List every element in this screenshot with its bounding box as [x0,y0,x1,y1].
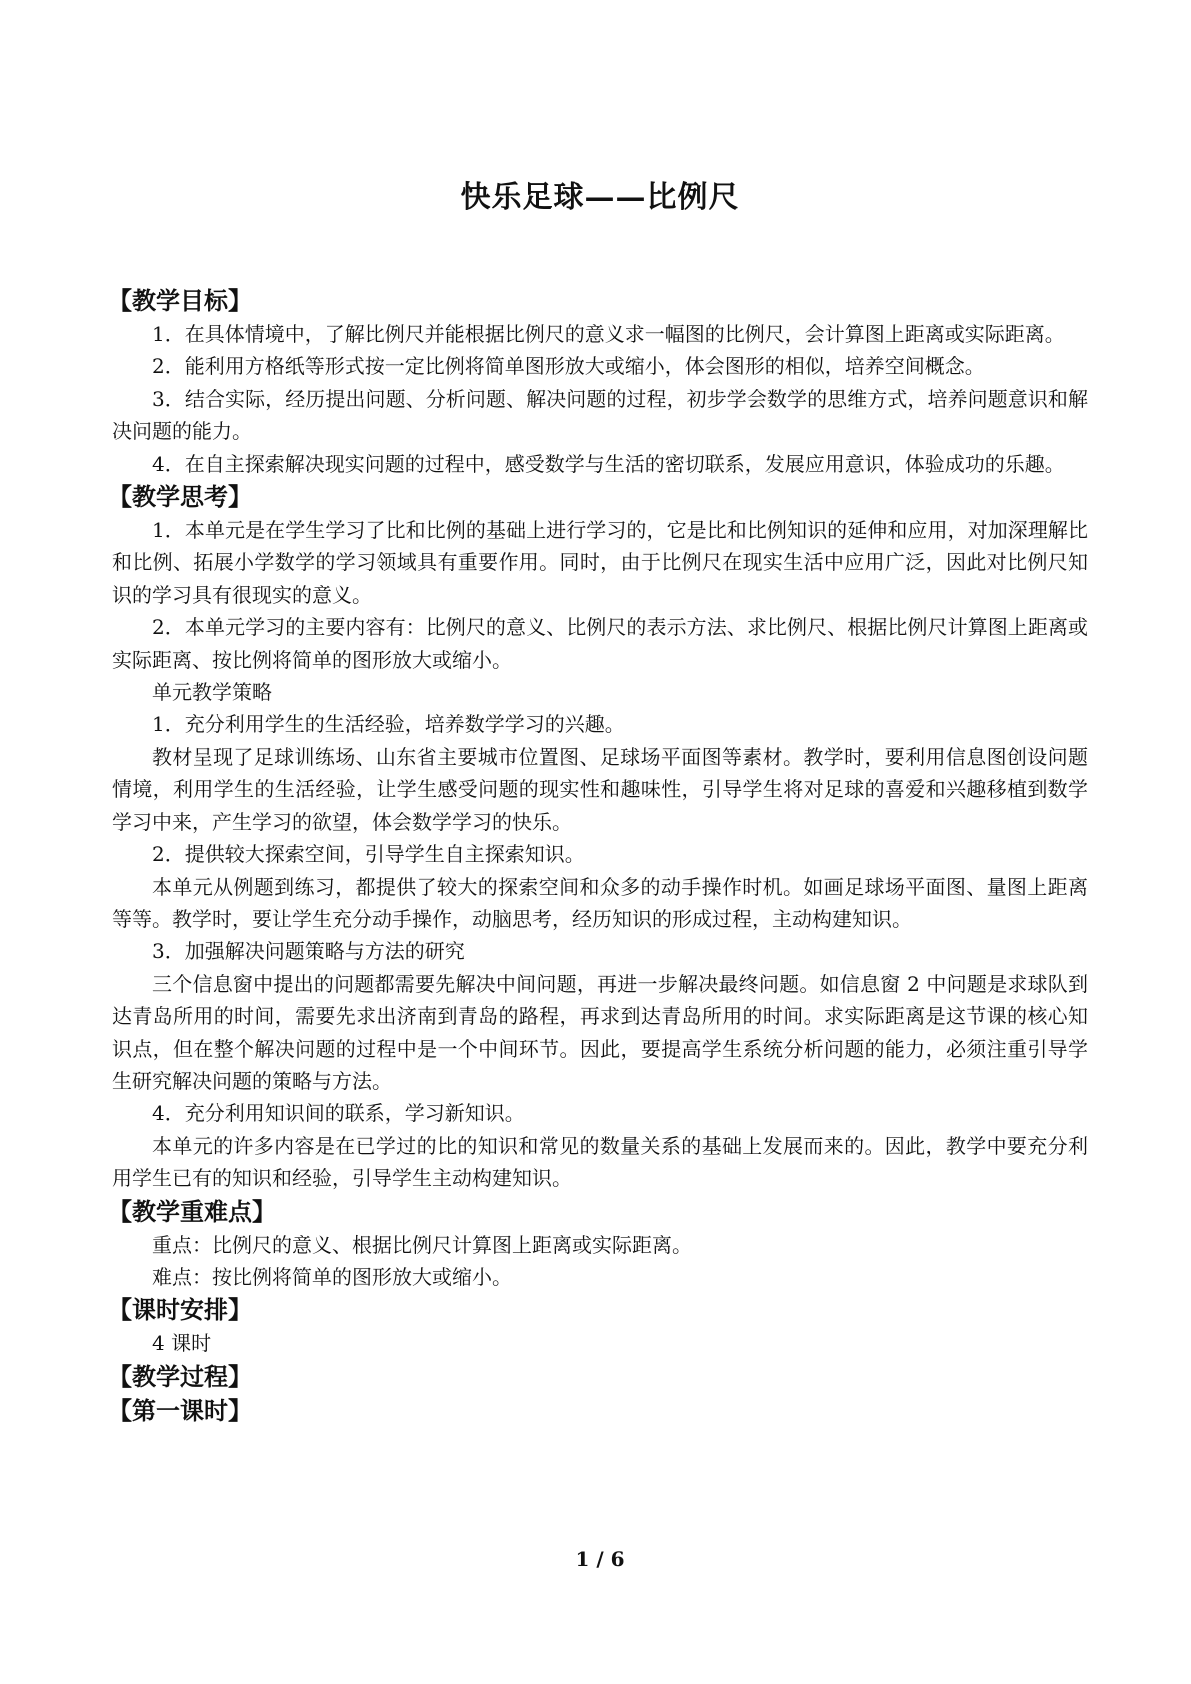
goal-item-4: 4．在自主探索解决现实问题的过程中，感受数学与生活的密切联系，发展应用意识，体验成功的乐趣。 [152,451,1065,476]
key-point: 重点：比例尺的意义、根据比例尺计算图上距离或实际距离。 [152,1232,692,1257]
section-heading-key-points: 【教学重难点】 [108,1196,276,1226]
strategy-item-4: 4．充分利用知识间的联系，学习新知识。 [152,1101,525,1126]
document-body [108,284,1088,1428]
goal-item-1: 1．在具体情境中，了解比例尺并能根据比例尺的意义求一幅图的比例尺，会计算图上距离或实际距离。 [152,322,1065,346]
strategy-paragraph-1: 教材呈现了足球训练场、山东省主要城市位置图、足球场平面图等素材。教学时，要利用信息图创设问题情境，利用学生的生活经验，让学生感受问题的现实性和趣味性，引导学生将对足球的喜爱和兴趣移植到数学学习中来，产生学习的欲望，体会数学学习的快乐。 [112,744,1088,834]
strategy-paragraph-4: 本单元的许多内容是在已学过的比的知识和常见的数量关系的基础上发展而来的。因此，教学中要充分利用学生已有的知识和经验，引导学生主动构建知识。 [112,1133,1088,1191]
section-heading-thinking: 【教学思考】 [108,482,252,512]
thinking-paragraph-2: 2．本单元学习的主要内容有：比例尺的意义、比例尺的表示方法、求比例尺、根据比例尺计算图上距离或实际距离、按比例将简单的图形放大或缩小。 [112,615,1088,672]
strategy-item-2: 2．提供较大探索空间，引导学生自主探索知识。 [152,842,585,867]
section-heading-process: 【教学过程】 [108,1361,252,1391]
goal-item-2: 2．能利用方格纸等形式按一定比例将简单图形放大或缩小，体会图形的相似，培养空间概念。 [152,354,985,379]
strategy-item-3: 3．加强解决问题策略与方法的研究 [152,939,465,964]
strategy-paragraph-3: 三个信息窗中提出的问题都需要先解决中间问题，再进一步解决最终问题。如信息窗 2 中问题是求球队到达青岛所用的时间，需要先求出济南到青岛的路程，再求到达青岛所用的时间。求实际距离是这节课的核心知识点，但在整个解决问题的过程中是一个中间环节。因此，要提高学生系统分析问题的能力，必须注重引导学生研究解决问题的策略与方法。 [112,971,1088,1093]
page-number: 1 / 6 [575,1547,625,1571]
thinking-paragraph-1: 1．本单元是在学生学习了比和比例的基础上进行学习的，它是比和比例知识的延伸和应用，对加深理解比和比例、拓展小学数学的学习领域具有重要作用。同时，由于比例尺在现实生活中应用广泛，因此对比例尺知识的学习具有很现实的意义。 [112,518,1088,607]
section-heading-goals: 【教学目标】 [108,286,252,315]
document-title: 快乐足球——比例尺 [460,180,740,215]
strategy-item-1: 1．充分利用学生的生活经验，培养数学学习的兴趣。 [152,712,625,737]
goal-item-3: 3．结合实际，经历提出问题、分析问题、解决问题的过程，初步学会数学的思维方式，培养问题意识和解决问题的能力。 [112,386,1088,444]
document-page [108,0,1088,1684]
section-heading-lesson-1: 【第一课时】 [108,1395,252,1425]
strategy-subheading: 单元教学策略 [152,680,272,705]
difficult-point: 难点：按比例将简单的图形放大或缩小。 [152,1264,512,1289]
strategy-paragraph-2: 本单元从例题到练习，都提供了较大的探索空间和众多的动手操作时机。如画足球场平面图、量图上距离等等。教学时，要让学生充分动手操作，动脑思考，经历知识的形成过程，主动构建知识。 [112,874,1088,931]
schedule-hours: 4 课时 [152,1331,212,1356]
section-heading-schedule: 【课时安排】 [108,1295,252,1325]
